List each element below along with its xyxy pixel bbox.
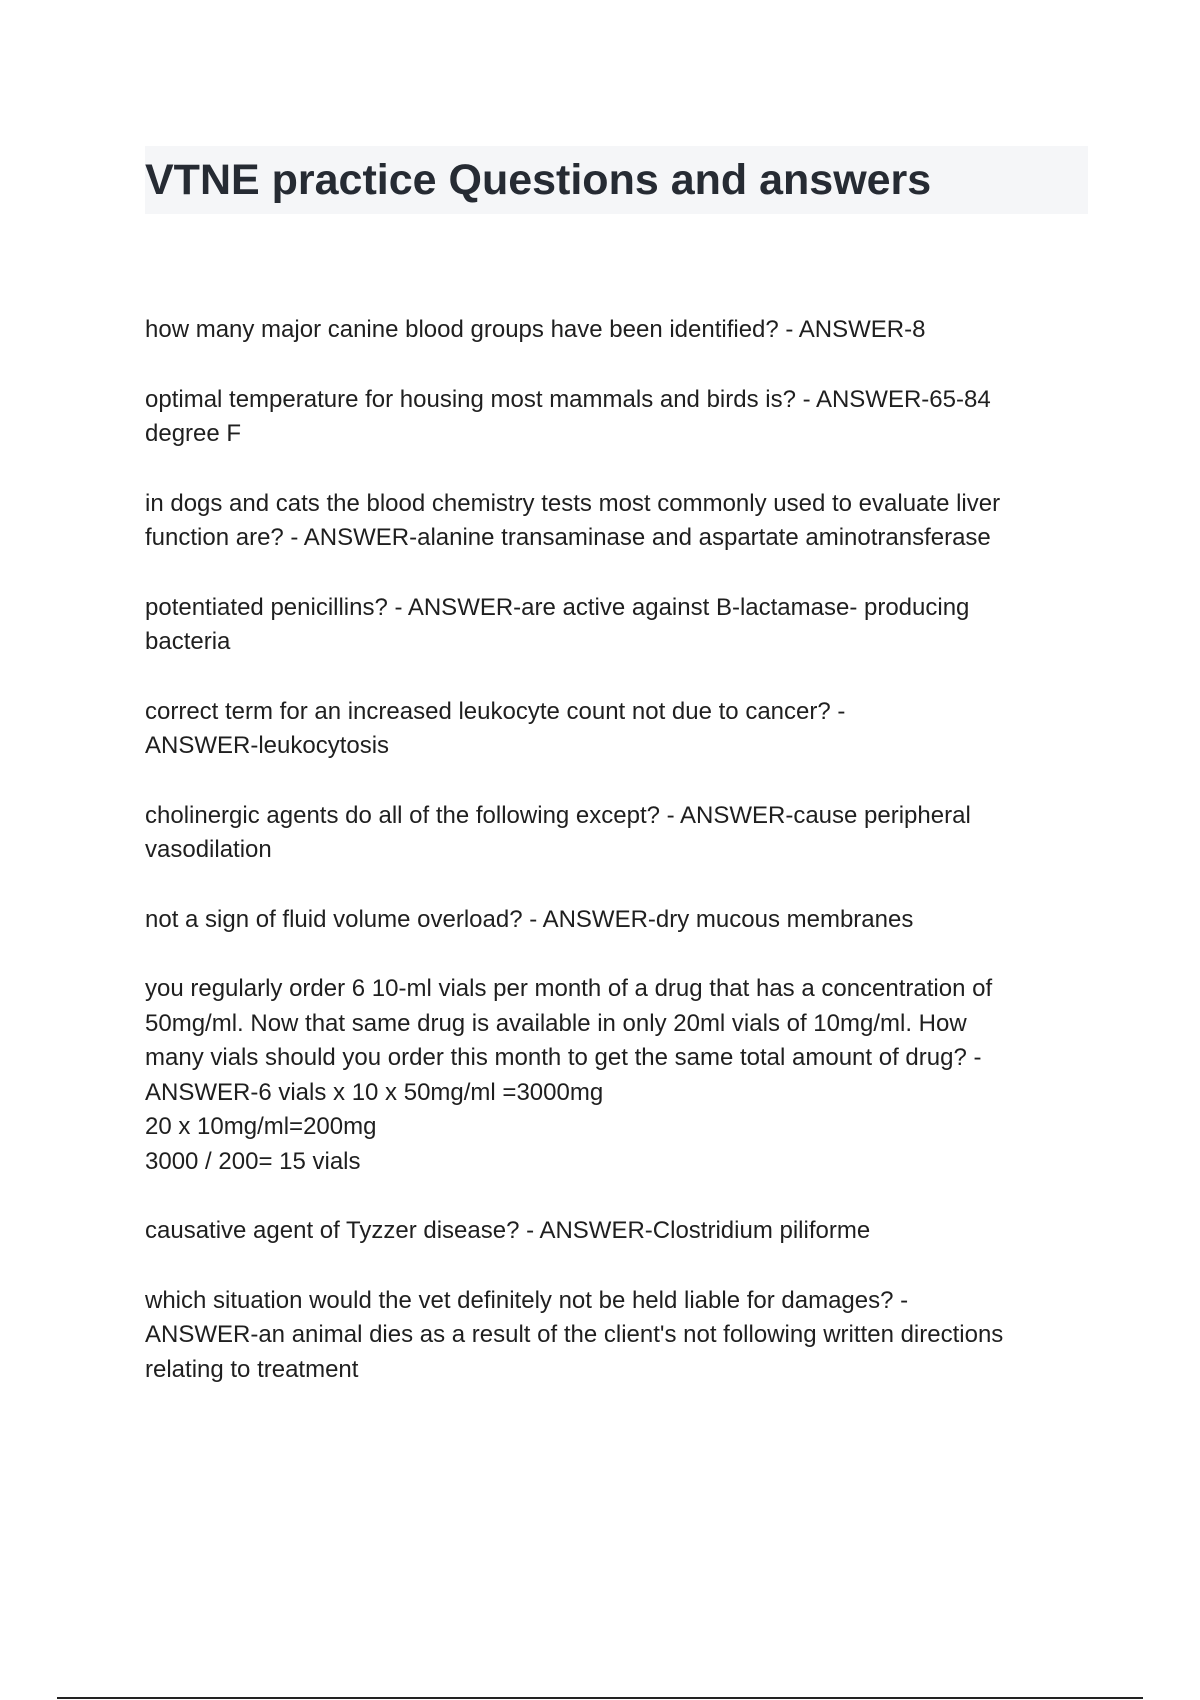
qa-item: correct term for an increased leukocyte count not due to cancer? - ANSWER-leukocytosis [145,697,846,759]
qa-item: cholinergic agents do all of the following except? - ANSWER-cause peripheral vasodilation [145,801,971,863]
qa-item: optimal temperature for housing most mammals and birds is? - ANSWER-65-84 degree F [145,385,991,447]
footer-rule [57,1697,1143,1699]
qa-list [145,313,1093,1422]
qa-item: how many major canine blood groups have been identified? - ANSWER-8 [145,316,926,343]
qa-item: causative agent of Tyzzer disease? - ANSWER-Clostridium piliforme [145,1217,871,1244]
qa-item: which situation would the vet definitely not be held liable for damages? - ANSWER-an animal dies as a result of the client's not following written directions relating to treatment [145,1286,1004,1383]
qa-item: not a sign of fluid volume overload? - ANSWER-dry mucous membranes [145,905,914,933]
qa-item: potentiated penicillins? - ANSWER-are active against B-lactamase- producing bacteria [145,593,970,655]
page-title: VTNE practice Questions and answers [145,156,932,204]
qa-item: in dogs and cats the blood chemistry tests most commonly used to evaluate liver function are? - ANSWER-alanine transaminase and aspartate aminotransferase [145,489,1001,551]
qa-item: you regularly order 6 10-ml vials per month of a drug that has a concentration of 50mg/ml. Now that same drug is available in only 20ml vials of 10mg/ml. How many vials should you order this month to get the same total amount of drug? - ANSWER-6 vials x 10 x 50mg/ml =3000mg 20 x 10mg/ml=200mg 3000 / 200= 15 vials [145,975,993,1175]
